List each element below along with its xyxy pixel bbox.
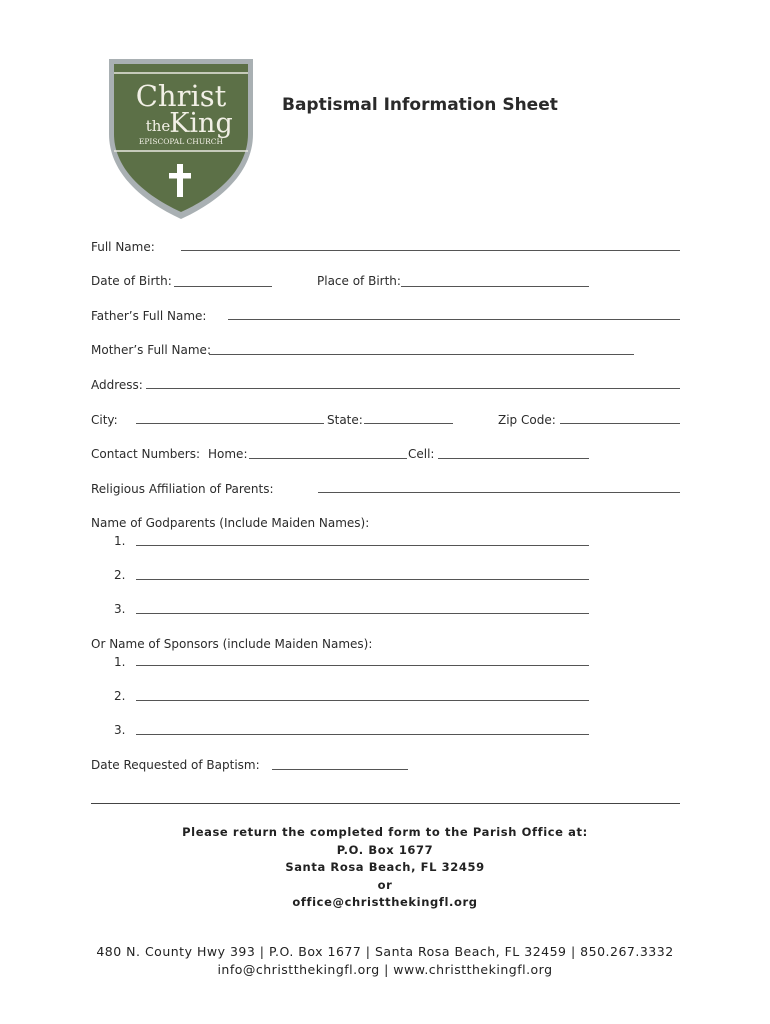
return-po-box: P.O. Box 1677 [336,843,434,857]
city-label: City: [91,413,118,427]
date-requested-label: Date Requested of Baptism: [91,758,260,772]
address-label: Address: [91,378,143,392]
cell-label: Cell: [408,447,435,461]
date-of-birth-label: Date of Birth: [91,274,172,288]
return-instructions: Please return the completed form to the Parish Office at: [182,825,588,839]
logo-text-christ: Christ [135,79,227,113]
church-logo [106,56,256,222]
footer-web: info@christthekingfl.org | www.christthekingfl.org [217,962,553,977]
sponsor-number: 1. [114,655,126,669]
shield-icon [106,56,256,222]
state-label: State: [327,413,363,427]
sponsor-2-field[interactable] [136,700,589,701]
cross-icon [177,164,183,197]
state-field[interactable] [364,423,453,424]
mother-name-field[interactable] [209,354,634,355]
home-phone-field[interactable] [249,458,407,459]
footer-address: 480 N. County Hwy 393 | P.O. Box 1677 | Santa Rosa Beach, FL 32459 | 850.267.3332 [96,944,674,959]
religious-affiliation-field[interactable] [318,492,680,493]
godparent-3-field[interactable] [136,613,589,614]
sponsors-heading: Or Name of Sponsors (include Maiden Names): [91,637,373,651]
sponsor-1-field[interactable] [136,665,589,666]
return-or: or [377,878,393,892]
cell-phone-field[interactable] [438,458,589,459]
place-of-birth-label: Place of Birth: [317,274,401,288]
section-divider [91,803,680,804]
godparents-heading: Name of Godparents (Include Maiden Names): [91,516,370,530]
return-city: Santa Rosa Beach, FL 32459 [285,860,485,874]
sponsor-number: 3. [114,723,126,737]
full-name-label: Full Name: [91,240,155,254]
logo-text-king: King [169,108,233,139]
place-of-birth-field[interactable] [401,286,589,287]
date-of-birth-field[interactable] [174,286,272,287]
father-name-label: Father’s Full Name: [91,309,207,323]
return-email: office@christthekingfl.org [292,895,478,909]
zip-field[interactable] [560,423,680,424]
full-name-field[interactable] [181,250,680,251]
sponsor-3-field[interactable] [136,734,589,735]
address-field[interactable] [146,388,680,389]
godparent-number: 2. [114,568,126,582]
logo-text-the: the [145,117,171,135]
godparent-1-field[interactable] [136,545,589,546]
godparent-2-field[interactable] [136,579,589,580]
zip-label: Zip Code: [498,413,556,427]
religious-affiliation-label: Religious Affiliation of Parents: [91,482,274,496]
mother-name-label: Mother’s Full Name: [91,343,211,357]
contact-numbers-label: Contact Numbers: [91,447,201,461]
page-title: Baptismal Information Sheet [282,95,558,115]
godparent-number: 1. [114,534,126,548]
home-label: Home: [208,447,248,461]
date-requested-field[interactable] [272,769,408,770]
logo-text-episcopal: EPISCOPAL CHURCH [138,137,224,146]
sponsor-number: 2. [114,689,126,703]
godparent-number: 3. [114,602,126,616]
city-field[interactable] [136,423,324,424]
father-name-field[interactable] [228,319,680,320]
